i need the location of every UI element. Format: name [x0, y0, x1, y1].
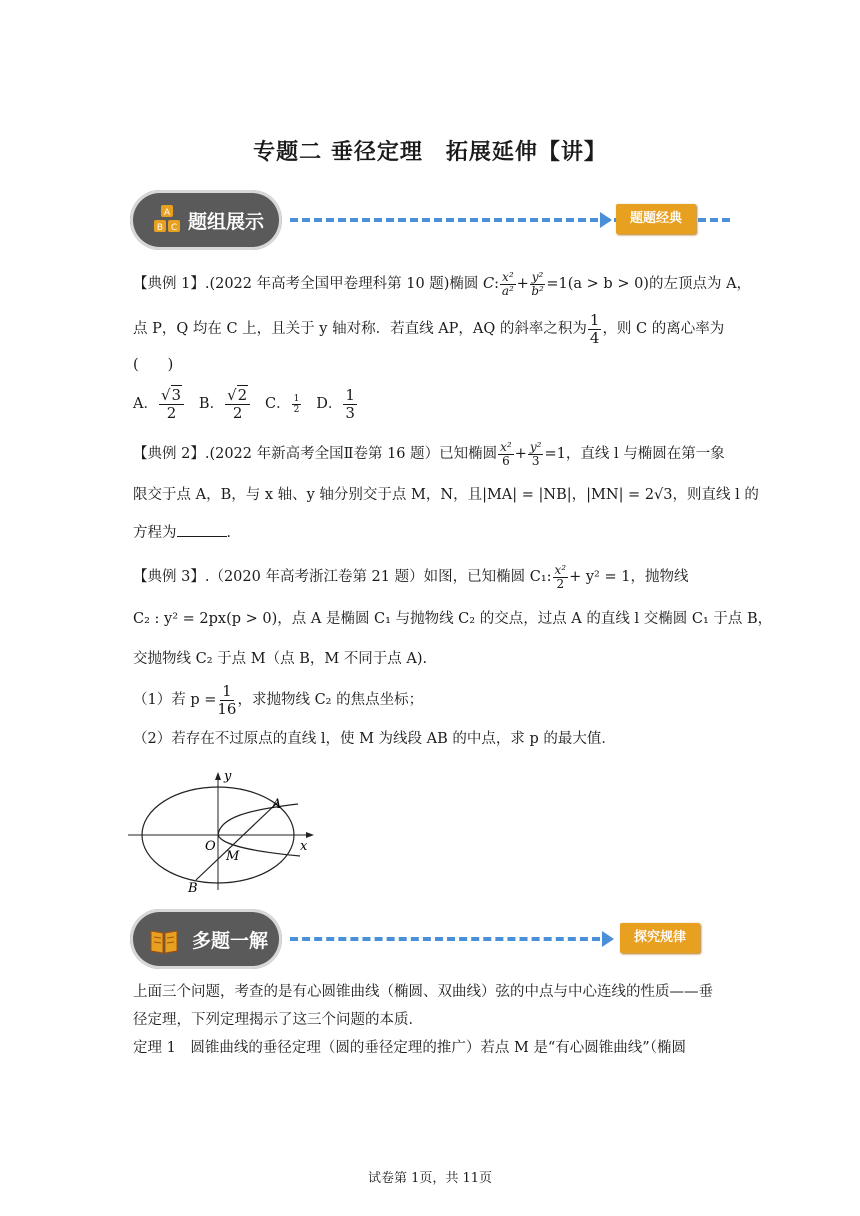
example-1-line-2 [133, 306, 733, 352]
page-title: 专题二 垂径定理 拓展延伸【讲】 [253, 140, 607, 165]
example-3-line-3: 交抛物线 C₂ 于点 M（点 B，M 不同于点 A). [133, 651, 428, 667]
frac-x2-2: $\frac{\text{x²}}{2}$ [554, 562, 567, 591]
option-c[interactable] [265, 393, 302, 415]
example-3-q1 [133, 676, 733, 724]
option-d-label: D． [316, 396, 343, 412]
method-line-1: 上面三个问题，考查的是有心圆锥曲线（椭圆、双曲线）弦的中点与中心连线的性质——垂 [133, 984, 713, 1000]
block-letter-a: A [163, 208, 171, 218]
frac-y2-b2: $\frac{\text{y²}}{\text{b²}}$ [531, 269, 544, 298]
example-1-tail: 的左顶点为 A， [648, 276, 752, 292]
example-3-tail: + y² = 1，抛物线 [569, 569, 689, 585]
label-o: O [205, 839, 216, 854]
arrow-right-icon [602, 931, 614, 947]
open-book-icon [146, 925, 182, 957]
option-a-label: A． [133, 396, 158, 412]
option-b-label: B． [198, 396, 225, 412]
example-2-line-3: 方程为 ． [133, 525, 241, 541]
label-b: B [188, 881, 198, 896]
page-footer: 试卷第 1页，共 11页 [367, 1171, 493, 1186]
example-3-head: 【典例 3】.（2020 年高考浙江卷第 21 题）如图，已知椭圆 C₁: [133, 569, 552, 585]
example-3-q1-a: （1）若 p = [133, 692, 217, 708]
frac-1-16: $\frac{1}{16}$ [217, 681, 237, 718]
option-c-label: C． [265, 396, 291, 412]
y-axis-arrow-icon [215, 772, 221, 780]
example-1 [133, 262, 752, 430]
block-letter-c: C [170, 223, 178, 233]
example-3-line-1 [133, 558, 733, 596]
abc-blocks-icon [152, 204, 182, 236]
banner-tag: 探究规律 [620, 923, 700, 953]
example-1-options [133, 378, 733, 430]
ellipse-parabola-figure [128, 768, 323, 896]
theorem-1-line: 定理 1 圆锥曲线的垂径定理（圆的垂径定理的推广）若点 M 是“有心圆锥曲线”（椭圆 [133, 1040, 686, 1056]
example-1-line-2a: 点 P，Q 均在 C 上，且关于 y 轴对称．若直线 AP，AQ 的斜率之积为 [133, 321, 587, 337]
banner-pill [130, 909, 282, 969]
banner-tag: 题题经典 [616, 204, 696, 234]
arrow-right-icon [600, 212, 612, 228]
banner-label: 题组展示 [188, 211, 265, 233]
example-1-line-2b: ，则 C 的离心率为 [602, 321, 725, 337]
section-banner-examples [130, 190, 710, 250]
example-2-head: 【典例 2】.(2022 年新高考全国Ⅱ卷第 16 题）已知椭圆 [133, 446, 498, 462]
example-2-line-3-text: 方程为 [133, 525, 177, 541]
example-2-tail: ，直线 l 与椭圆在第一象 [565, 446, 725, 462]
method-text [133, 978, 733, 1062]
frac-x2-a2: $\frac{\text{x²}}{\text{a²}}$ [501, 269, 514, 298]
option-a[interactable] [133, 385, 185, 422]
x-axis-arrow-icon [306, 832, 314, 838]
example-3-line-2: C₂ : y² = 2px(p > 0)，点 A 是椭圆 C₁ 与抛物线 C₂ 的交点，过点 A 的直线 l 交椭圆 C₁ 于点 B， [133, 611, 773, 627]
example-3-q2: （2）若存在不过原点的直线 l，使 M 为线段 AB 的中点，求 p 的最大值． [133, 731, 616, 747]
example-1-cond: 1(a > b > 0) [558, 276, 649, 292]
option-b[interactable] [198, 385, 251, 422]
example-2 [133, 436, 759, 548]
label-a: A [272, 797, 282, 812]
frac-sqrt3-2: $\frac{√3}{2}$ [159, 387, 184, 422]
frac-x2-6: $\frac{\text{x²}}{6}$ [500, 439, 512, 468]
label-m: M [226, 849, 240, 864]
banner-label: 多题一解 [192, 930, 269, 952]
frac-y2-3: $\frac{\text{y²}}{3}$ [529, 439, 542, 468]
label-x: x [300, 839, 308, 854]
frac-sqrt2-2: $\frac{√2}{2}$ [225, 387, 250, 422]
example-3-q1-b: ，求抛物线 C₂ 的焦点坐标； [237, 692, 424, 708]
answer-blank[interactable] [177, 536, 227, 537]
section-banner-method [130, 909, 710, 969]
dashed-connector [290, 937, 600, 941]
frac-1-4: $\frac{1}{4}$ [589, 310, 600, 347]
example-1-line-1: 【典例 1】.(2022 年高考全国甲卷理科第 10 题)椭圆 C: $\frac{\text{x²}}{\text{a²}}$ + $\frac{\text{y²}}{\text{b²}}$ =1(a > b > 0)的左顶点为 A， [133, 269, 752, 298]
example-1-head: 【典例 1】.(2022 年高考全国甲卷理科第 10 题)椭圆 [133, 276, 479, 292]
example-2-line-2: 限交于点 A，B，与 x 轴、y 轴分别交于点 M，N，且|MA| = |NB|，|MN| = 2√3，则直线 l 的 [133, 487, 759, 503]
banner-pill [130, 190, 282, 250]
option-d[interactable] [316, 385, 358, 422]
example-1-paren: ( ) [133, 357, 174, 373]
example-3 [133, 558, 773, 754]
method-line-2: 径定理，下列定理揭示了这三个问题的本质． [133, 1012, 423, 1028]
label-y: y [224, 769, 232, 784]
parabola-upper [218, 804, 298, 835]
block-letter-b: B [156, 223, 164, 233]
frac-1-2: $\frac{1}{2}$ [293, 393, 300, 415]
example-2-line-1: 【典例 2】.(2022 年新高考全国Ⅱ卷第 16 题）已知椭圆 $\frac{\text{x²}}{6}$ + $\frac{\text{y²}}{3}$ =1，直线 l 与椭圆在第一象 [133, 439, 725, 468]
frac-1-3: $\frac{1}{3}$ [345, 385, 355, 422]
